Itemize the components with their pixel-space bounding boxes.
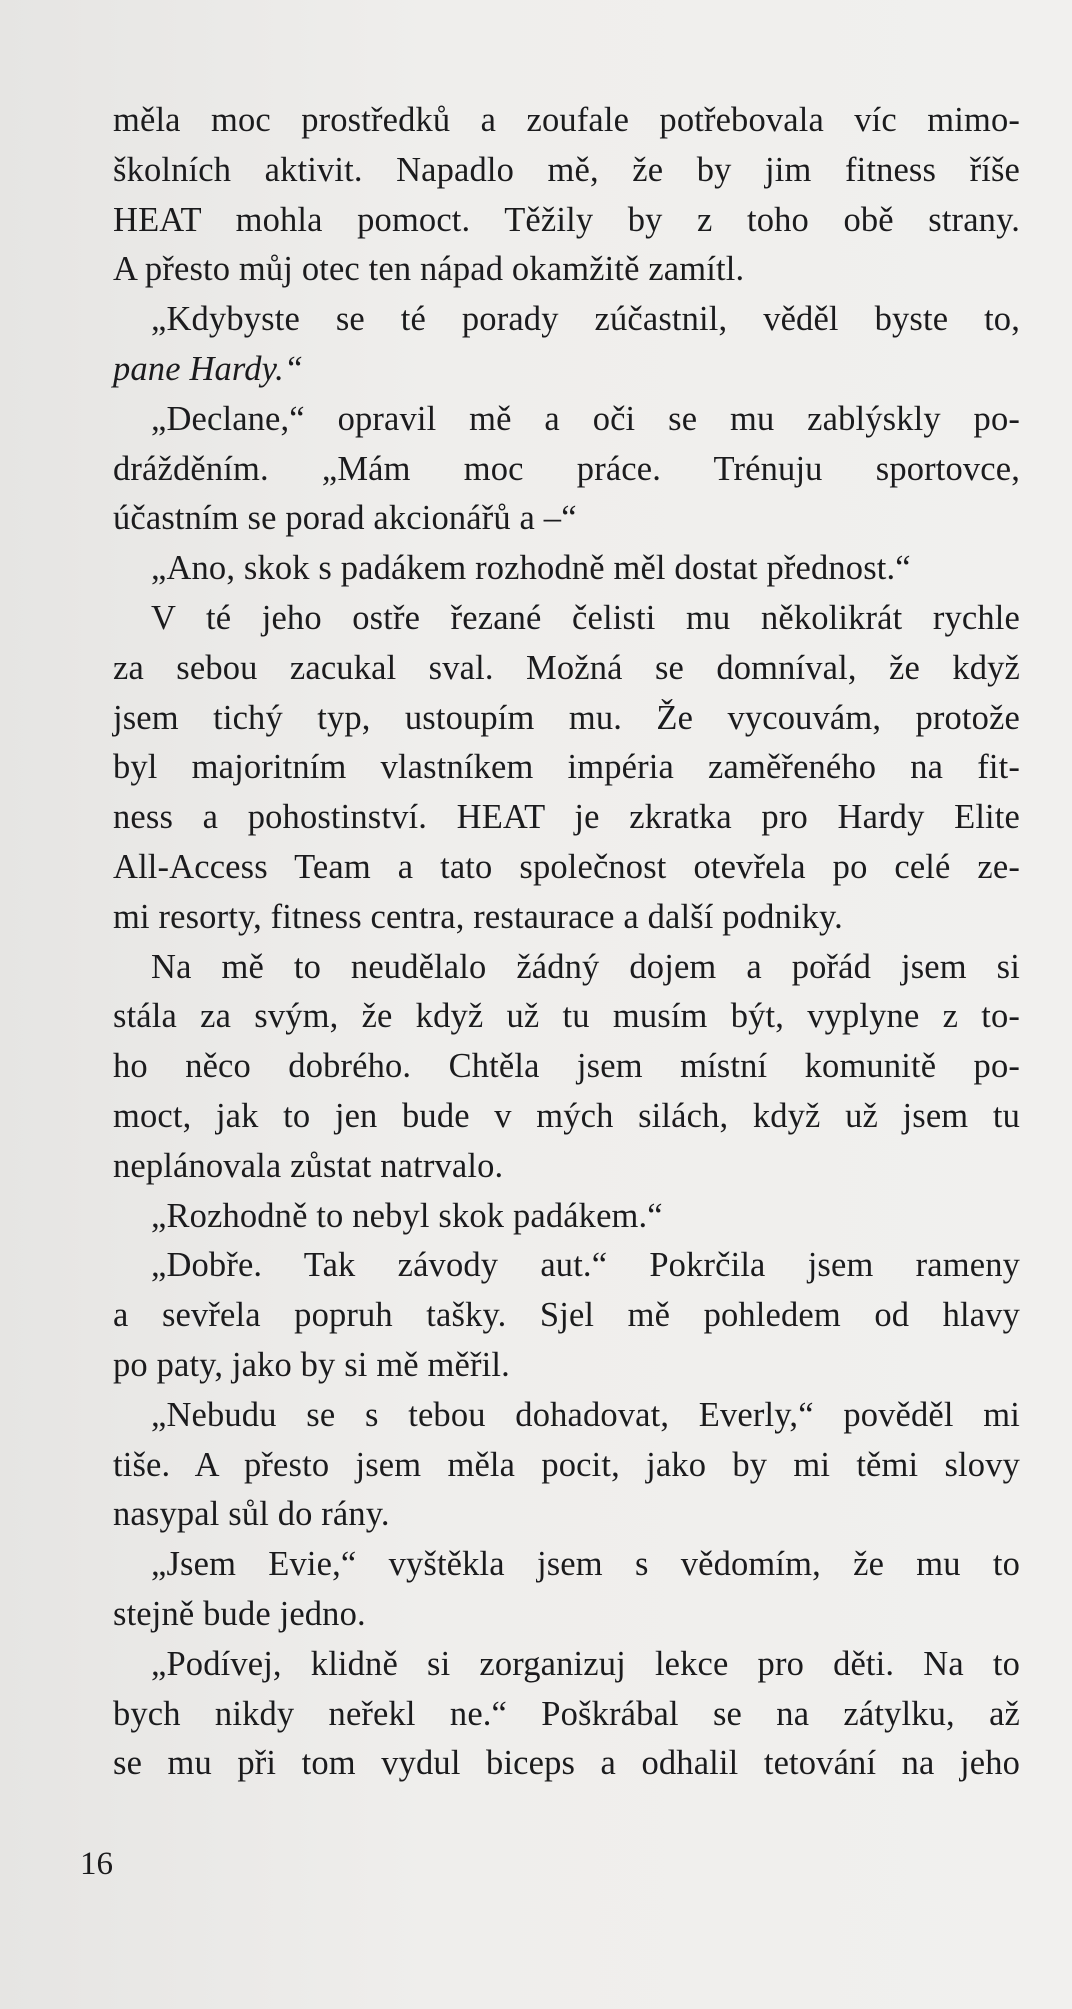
text-line: „Declane,“ opravil mě a oči se mu zablýskly po- — [151, 399, 1020, 438]
text-line: „Nebudu se s tebou dohadovat, Everly,“ pověděl mi — [151, 1395, 1020, 1434]
text-line: za sebou zacukal sval. Možná se domníval, že když — [113, 648, 1020, 687]
text-line: stála za svým, že když už tu musím být, vyplyne z to- — [113, 997, 1020, 1036]
text-line: drážděním. „Mám moc práce. Trénuju sportovce, — [113, 449, 1020, 488]
text-line: po paty, jako by si mě měřil. — [113, 1345, 510, 1384]
text-line: mi resorty, fitness centra, restaurace a další podniky. — [113, 897, 843, 936]
text-line: ness a pohostinství. HEAT je zkratka pro Hardy Elite — [113, 798, 1020, 837]
text-line: účastním se porad akcionářů a –“ — [113, 499, 577, 538]
text-line: „Kdybyste se té porady zúčastnil, věděl byste to, — [151, 300, 1020, 339]
text-line: „Podívej, klidně si zorganizuj lekce pro děti. Na to — [151, 1644, 1020, 1683]
text-line: ho něco dobrého. Chtěla jsem místní komunitě po- — [113, 1047, 1020, 1086]
text-line: „Ano, skok s padákem rozhodně měl dostat přednost.“ — [151, 549, 911, 588]
text-line: moct, jak to jen bude v mých silách, když už jsem tu — [113, 1096, 1020, 1135]
text-line: pane Hardy.“ — [113, 349, 304, 388]
text-line: HEAT mohla pomoct. Těžily by z toho obě strany. — [113, 200, 1020, 239]
text-line: A přesto můj otec ten nápad okamžitě zamítl. — [113, 250, 745, 289]
text-line: jsem tichý typ, ustoupím mu. Že vycouvám, protože — [113, 698, 1020, 737]
text-line: se mu při tom vydul biceps a odhalil tetování na jeho — [113, 1744, 1020, 1783]
text-line: bych nikdy neřekl ne.“ Poškrábal se na zátylku, až — [113, 1694, 1020, 1733]
text-line: byl majoritním vlastníkem impéria zaměřeného na fit- — [113, 748, 1020, 787]
text-line: a sevřela popruh tašky. Sjel mě pohledem od hlavy — [113, 1296, 1020, 1335]
text-line: měla moc prostředků a zoufale potřebovala víc mimo- — [113, 101, 1020, 139]
body-text — [113, 96, 1020, 1789]
text-line: tiše. A přesto jsem měla pocit, jako by mi těmi slovy — [113, 1445, 1020, 1484]
text-line: Na mě to neudělalo žádný dojem a pořád jsem si — [151, 947, 1020, 986]
text-line: neplánovala zůstat natrvalo. — [113, 1146, 504, 1185]
text-line: nasypal sůl do rány. — [113, 1495, 390, 1534]
text-line: „Jsem Evie,“ vyštěkla jsem s vědomím, že mu to — [151, 1545, 1020, 1584]
page-number: 16 — [80, 1846, 113, 1882]
text-line: školních aktivit. Napadlo mě, že by jim fitness říše — [113, 150, 1020, 189]
text-line: „Dobře. Tak závody aut.“ Pokrčila jsem rameny — [151, 1246, 1020, 1285]
text-line: All-Access Team a tato společnost otevřela po celé ze- — [113, 847, 1020, 886]
text-line: stejně bude jedno. — [113, 1594, 366, 1633]
text-line: „Rozhodně to nebyl skok padákem.“ — [151, 1196, 663, 1235]
text-line: V té jeho ostře řezané čelisti mu několikrát rychle — [151, 598, 1020, 637]
